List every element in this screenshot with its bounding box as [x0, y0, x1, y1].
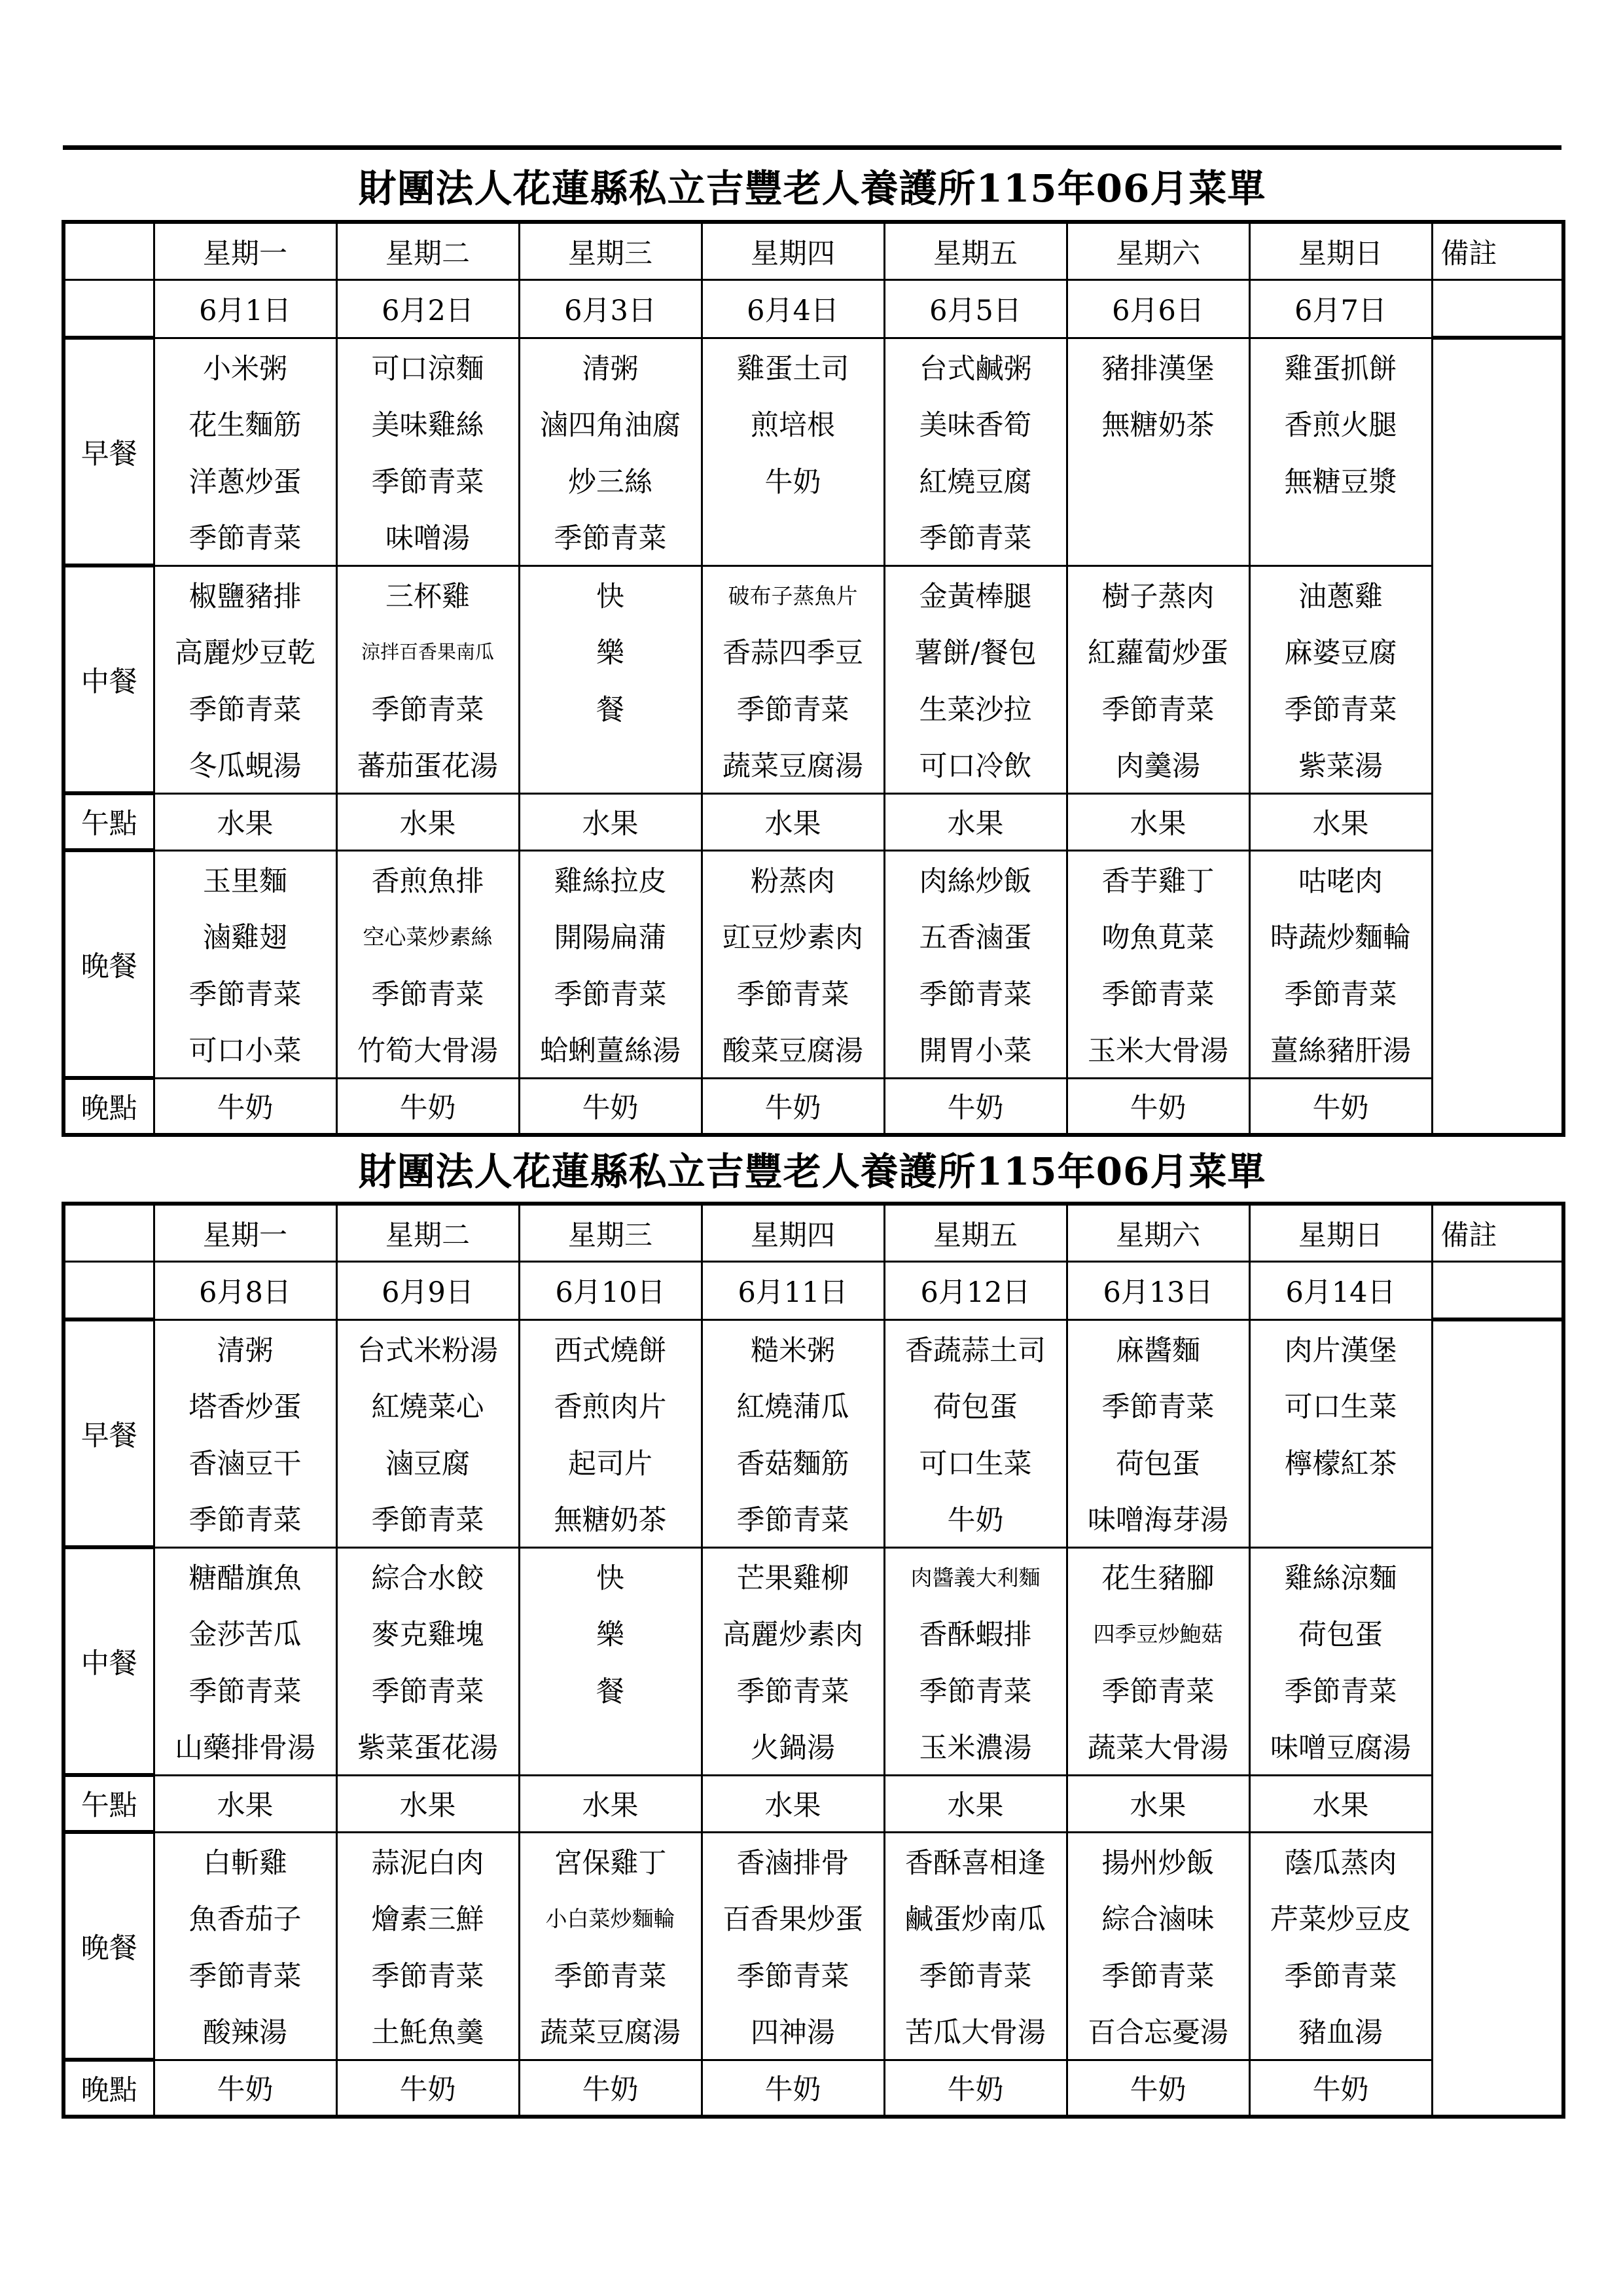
menu-item: 薑絲豬肝湯 — [1249, 1021, 1432, 1078]
menu-item: 季節青菜 — [336, 1490, 519, 1547]
menu-item: 白斬雞 — [154, 1832, 336, 1889]
menu-item: 花生豬腳 — [1067, 1547, 1249, 1604]
menu-item: 季節青菜 — [154, 679, 336, 736]
menu-item: 清粥 — [519, 338, 702, 395]
weekday-header: 星期六 — [1067, 222, 1249, 280]
top-rule — [63, 145, 1561, 150]
menu-item: 可口生菜 — [1249, 1376, 1432, 1433]
menu-item: 金莎苦瓜 — [154, 1604, 336, 1661]
menu-item: 芒果雞柳 — [702, 1547, 884, 1604]
menu-item: 樂 — [519, 622, 702, 679]
menu-item — [1067, 452, 1249, 509]
menu-item — [519, 1718, 702, 1775]
weekday-header: 星期日 — [1249, 222, 1432, 280]
menu-item: 紫菜蛋花湯 — [336, 1718, 519, 1775]
corner-cell — [63, 1262, 154, 1320]
date-header: 6月2日 — [336, 280, 519, 338]
menu-item: 香煎魚排 — [336, 850, 519, 907]
menu-item: 季節青菜 — [702, 1946, 884, 2003]
weekday-header: 星期五 — [884, 1204, 1067, 1262]
meal-label-afternoon: 午點 — [63, 793, 154, 850]
menu-item: 台式鹹粥 — [884, 338, 1067, 395]
menu-item: 肉羹湯 — [1067, 736, 1249, 793]
menu-item: 味噌湯 — [336, 509, 519, 565]
date-header: 6月4日 — [702, 280, 884, 338]
menu-item: 牛奶 — [154, 1078, 336, 1135]
menu-item: 土魠魚羹 — [336, 2003, 519, 2060]
note-cell — [1432, 1262, 1563, 1320]
note-cell — [1432, 280, 1563, 338]
menu-item: 紅蘿蔔炒蛋 — [1067, 622, 1249, 679]
menu-item: 花生麵筋 — [154, 395, 336, 452]
menu-item: 蔬菜豆腐湯 — [702, 736, 884, 793]
menu-item: 塔香炒蛋 — [154, 1376, 336, 1433]
menu-item: 芹菜炒豆皮 — [1249, 1889, 1432, 1946]
menu-item: 蒜泥白肉 — [336, 1832, 519, 1889]
menu-item: 蔬菜豆腐湯 — [519, 2003, 702, 2060]
menu-item: 酸辣湯 — [154, 2003, 336, 2060]
meal-label-dinner: 晚餐 — [63, 1832, 154, 2060]
menu-item: 季節青菜 — [702, 1661, 884, 1718]
menu-item: 香酥喜相逢 — [884, 1832, 1067, 1889]
menu-item: 四神湯 — [702, 2003, 884, 2060]
menu-item: 玉里麵 — [154, 850, 336, 907]
date-header: 6月8日 — [154, 1262, 336, 1320]
menu-item: 破布子蒸魚片 — [702, 565, 884, 622]
menu-item — [1249, 1490, 1432, 1547]
menu-item: 高麗炒豆乾 — [154, 622, 336, 679]
menu-item: 季節青菜 — [1067, 1376, 1249, 1433]
menu-item: 糖醋旗魚 — [154, 1547, 336, 1604]
menu-item: 炒三絲 — [519, 452, 702, 509]
menu-item: 季節青菜 — [336, 679, 519, 736]
menu-item: 煎培根 — [702, 395, 884, 452]
menu-item: 滷四角油腐 — [519, 395, 702, 452]
meal-label-evening: 晚點 — [63, 2060, 154, 2117]
menu-item: 牛奶 — [519, 1078, 702, 1135]
date-header: 6月1日 — [154, 280, 336, 338]
date-header: 6月3日 — [519, 280, 702, 338]
corner-cell — [63, 280, 154, 338]
menu-item: 香酥蝦排 — [884, 1604, 1067, 1661]
menu-item: 牛奶 — [884, 1490, 1067, 1547]
weekday-header: 星期四 — [702, 222, 884, 280]
menu-item: 清粥 — [154, 1319, 336, 1376]
menu-item: 肉醬義大利麵 — [884, 1547, 1067, 1604]
menu-item: 四季豆炒鮑菇 — [1067, 1604, 1249, 1661]
menu-item: 季節青菜 — [1249, 1946, 1432, 2003]
menu-item: 季節青菜 — [154, 1661, 336, 1718]
menu-item: 牛奶 — [702, 1078, 884, 1135]
menu-item: 高麗炒素肉 — [702, 1604, 884, 1661]
menu-item: 荷包蛋 — [884, 1376, 1067, 1433]
menu-item: 季節青菜 — [702, 1490, 884, 1547]
date-header: 6月5日 — [884, 280, 1067, 338]
menu-item: 綜合水餃 — [336, 1547, 519, 1604]
menu-item: 季節青菜 — [154, 509, 336, 565]
menu-item: 荷包蛋 — [1249, 1604, 1432, 1661]
menu-item: 水果 — [336, 1775, 519, 1832]
menu-item: 無糖奶茶 — [1067, 395, 1249, 452]
menu-item: 滷雞翅 — [154, 907, 336, 964]
menu-item: 鹹蛋炒南瓜 — [884, 1889, 1067, 1946]
menu-item: 季節青菜 — [1249, 964, 1432, 1021]
menu-item: 小米粥 — [154, 338, 336, 395]
menu-item: 豬血湯 — [1249, 2003, 1432, 2060]
corner-cell — [63, 222, 154, 280]
menu-item: 可口冷飲 — [884, 736, 1067, 793]
menu-item: 水果 — [519, 1775, 702, 1832]
corner-cell — [63, 1204, 154, 1262]
date-header: 6月9日 — [336, 1262, 519, 1320]
menu-item: 牛奶 — [702, 452, 884, 509]
menu-item: 玉米濃湯 — [884, 1718, 1067, 1775]
meal-label-lunch: 中餐 — [63, 1547, 154, 1775]
menu-item: 季節青菜 — [519, 509, 702, 565]
menu-item: 牛奶 — [336, 2060, 519, 2117]
meal-label-afternoon: 午點 — [63, 1775, 154, 1832]
menu-item: 快 — [519, 565, 702, 622]
weekday-header: 星期五 — [884, 222, 1067, 280]
note-column — [1432, 1319, 1563, 2117]
menu-item: 香蒜四季豆 — [702, 622, 884, 679]
menu-item: 火鍋湯 — [702, 1718, 884, 1775]
date-header: 6月7日 — [1249, 280, 1432, 338]
menu-item: 揚州炒飯 — [1067, 1832, 1249, 1889]
menu-item: 水果 — [154, 1775, 336, 1832]
menu-item: 五香滷蛋 — [884, 907, 1067, 964]
weekday-header: 星期一 — [154, 1204, 336, 1262]
menu-item: 季節青菜 — [884, 1946, 1067, 2003]
menu-item: 季節青菜 — [884, 509, 1067, 565]
menu-item: 苦瓜大骨湯 — [884, 2003, 1067, 2060]
menu-item: 餐 — [519, 679, 702, 736]
menu-item: 季節青菜 — [519, 964, 702, 1021]
menu-item: 可口生菜 — [884, 1433, 1067, 1490]
menu-item: 水果 — [154, 793, 336, 850]
menu-item: 百合忘憂湯 — [1067, 2003, 1249, 2060]
menu-item: 薯餅/餐包 — [884, 622, 1067, 679]
note-header: 備註 — [1432, 1204, 1563, 1262]
menu-item: 檸檬紅茶 — [1249, 1433, 1432, 1490]
menu-item: 台式米粉湯 — [336, 1319, 519, 1376]
meal-label-evening: 晚點 — [63, 1078, 154, 1135]
menu-item: 季節青菜 — [336, 1946, 519, 2003]
menu-item — [702, 509, 884, 565]
menu-item: 美味香筍 — [884, 395, 1067, 452]
menu-item: 季節青菜 — [1067, 679, 1249, 736]
menu-item: 酸菜豆腐湯 — [702, 1021, 884, 1078]
menu-item: 可口小菜 — [154, 1021, 336, 1078]
menu-item: 糙米粥 — [702, 1319, 884, 1376]
menu-item: 水果 — [1067, 1775, 1249, 1832]
menu-item: 麥克雞塊 — [336, 1604, 519, 1661]
menu-item: 美味雞絲 — [336, 395, 519, 452]
menu-item: 蔭瓜蒸肉 — [1249, 1832, 1432, 1889]
menu-item: 小白菜炒麵輪 — [519, 1889, 702, 1946]
menu-table-week1 — [62, 220, 1565, 1137]
date-header: 6月12日 — [884, 1262, 1067, 1320]
menu-item: 開胃小菜 — [884, 1021, 1067, 1078]
date-header: 6月13日 — [1067, 1262, 1249, 1320]
menu-item: 餐 — [519, 1661, 702, 1718]
date-header: 6月6日 — [1067, 280, 1249, 338]
menu-item: 水果 — [1249, 1775, 1432, 1832]
menu-item: 肉片漢堡 — [1249, 1319, 1432, 1376]
menu-item: 水果 — [336, 793, 519, 850]
menu-item: 牛奶 — [702, 2060, 884, 2117]
menu-item — [519, 736, 702, 793]
menu-item: 水果 — [884, 1775, 1067, 1832]
weekday-header: 星期二 — [336, 222, 519, 280]
meal-label-breakfast: 早餐 — [63, 1319, 154, 1547]
menu-item: 豬排漢堡 — [1067, 338, 1249, 395]
menu-item: 紅燒菜心 — [336, 1376, 519, 1433]
menu-item: 滷豆腐 — [336, 1433, 519, 1490]
menu-item: 起司片 — [519, 1433, 702, 1490]
menu-item: 季節青菜 — [702, 964, 884, 1021]
note-column — [1432, 338, 1563, 1135]
menu-item: 季節青菜 — [1067, 1661, 1249, 1718]
menu-item: 紫菜湯 — [1249, 736, 1432, 793]
menu-item: 季節青菜 — [336, 452, 519, 509]
menu-item: 蛤蜊薑絲湯 — [519, 1021, 702, 1078]
menu-item: 金黃棒腿 — [884, 565, 1067, 622]
menu-item: 味噌海芽湯 — [1067, 1490, 1249, 1547]
menu-item: 涼拌百香果南瓜 — [336, 622, 519, 679]
menu-item: 香滷排骨 — [702, 1832, 884, 1889]
menu-item: 水果 — [884, 793, 1067, 850]
menu-title-week2: 財團法人花蓮縣私立吉豐老人養護所115年06月菜單 — [358, 1149, 1266, 1194]
menu-item: 水果 — [702, 793, 884, 850]
meal-label-dinner: 晚餐 — [63, 850, 154, 1078]
menu-item: 水果 — [519, 793, 702, 850]
menu-item: 肉絲炒飯 — [884, 850, 1067, 907]
menu-item: 季節青菜 — [154, 1490, 336, 1547]
menu-item: 蔬菜大骨湯 — [1067, 1718, 1249, 1775]
meal-label-lunch: 中餐 — [63, 565, 154, 793]
menu-item: 牛奶 — [884, 2060, 1067, 2117]
menu-item: 樂 — [519, 1604, 702, 1661]
menu-item: 牛奶 — [1249, 1078, 1432, 1135]
menu-item: 可口涼麵 — [336, 338, 519, 395]
menu-item: 無糖豆漿 — [1249, 452, 1432, 509]
menu-item: 荷包蛋 — [1067, 1433, 1249, 1490]
menu-item: 水果 — [702, 1775, 884, 1832]
menu-item: 香煎肉片 — [519, 1376, 702, 1433]
menu-item: 豇豆炒素肉 — [702, 907, 884, 964]
menu-item: 洋蔥炒蛋 — [154, 452, 336, 509]
menu-item: 季節青菜 — [519, 1946, 702, 2003]
menu-item: 竹筍大骨湯 — [336, 1021, 519, 1078]
date-header: 6月10日 — [519, 1262, 702, 1320]
menu-item: 香蔬蒜土司 — [884, 1319, 1067, 1376]
menu-item: 牛奶 — [336, 1078, 519, 1135]
menu-item: 牛奶 — [1067, 1078, 1249, 1135]
menu-item: 季節青菜 — [884, 1661, 1067, 1718]
menu-item: 三杯雞 — [336, 565, 519, 622]
weekday-header: 星期三 — [519, 222, 702, 280]
menu-item: 季節青菜 — [1067, 1946, 1249, 2003]
menu-item: 季節青菜 — [154, 1946, 336, 2003]
weekday-header: 星期日 — [1249, 1204, 1432, 1262]
menu-item: 雞絲拉皮 — [519, 850, 702, 907]
meal-label-breakfast: 早餐 — [63, 338, 154, 565]
menu-item: 百香果炒蛋 — [702, 1889, 884, 1946]
menu-item: 粉蒸肉 — [702, 850, 884, 907]
menu-title-week1: 財團法人花蓮縣私立吉豐老人養護所115年06月菜單 — [358, 166, 1266, 211]
menu-item: 麻醬麵 — [1067, 1319, 1249, 1376]
menu-item: 季節青菜 — [336, 1661, 519, 1718]
menu-item: 宮保雞丁 — [519, 1832, 702, 1889]
menu-item: 山藥排骨湯 — [154, 1718, 336, 1775]
menu-item — [1067, 509, 1249, 565]
menu-item: 咕咾肉 — [1249, 850, 1432, 907]
menu-item: 香滷豆干 — [154, 1433, 336, 1490]
menu-item — [1249, 509, 1432, 565]
menu-item: 紅燒豆腐 — [884, 452, 1067, 509]
menu-item: 牛奶 — [884, 1078, 1067, 1135]
weekday-header: 星期三 — [519, 1204, 702, 1262]
menu-item: 香煎火腿 — [1249, 395, 1432, 452]
menu-item: 燴素三鮮 — [336, 1889, 519, 1946]
menu-item: 香菇麵筋 — [702, 1433, 884, 1490]
menu-item: 無糖奶茶 — [519, 1490, 702, 1547]
weekday-header: 星期二 — [336, 1204, 519, 1262]
menu-item: 蕃茄蛋花湯 — [336, 736, 519, 793]
menu-item: 季節青菜 — [1249, 1661, 1432, 1718]
menu-item: 味噌豆腐湯 — [1249, 1718, 1432, 1775]
date-header: 6月11日 — [702, 1262, 884, 1320]
menu-item: 香芋雞丁 — [1067, 850, 1249, 907]
weekday-header: 星期四 — [702, 1204, 884, 1262]
menu-item: 開陽扁蒲 — [519, 907, 702, 964]
menu-item: 空心菜炒素絲 — [336, 907, 519, 964]
menu-item: 牛奶 — [154, 2060, 336, 2117]
menu-item: 樹子蒸肉 — [1067, 565, 1249, 622]
menu-item: 快 — [519, 1547, 702, 1604]
menu-item: 季節青菜 — [336, 964, 519, 1021]
menu-item: 季節青菜 — [702, 679, 884, 736]
menu-item: 季節青菜 — [1067, 964, 1249, 1021]
menu-item: 椒鹽豬排 — [154, 565, 336, 622]
menu-item: 西式燒餅 — [519, 1319, 702, 1376]
menu-item: 時蔬炒麵輪 — [1249, 907, 1432, 964]
menu-item: 紅燒蒲瓜 — [702, 1376, 884, 1433]
menu-item: 季節青菜 — [1249, 679, 1432, 736]
menu-item: 玉米大骨湯 — [1067, 1021, 1249, 1078]
menu-item: 麻婆豆腐 — [1249, 622, 1432, 679]
menu-item: 水果 — [1249, 793, 1432, 850]
menu-item: 綜合滷味 — [1067, 1889, 1249, 1946]
menu-item: 牛奶 — [1249, 2060, 1432, 2117]
menu-item: 冬瓜蜆湯 — [154, 736, 336, 793]
date-header: 6月14日 — [1249, 1262, 1432, 1320]
menu-item: 雞蛋土司 — [702, 338, 884, 395]
menu-item: 水果 — [1067, 793, 1249, 850]
menu-item: 油蔥雞 — [1249, 565, 1432, 622]
menu-item: 雞絲涼麵 — [1249, 1547, 1432, 1604]
menu-item: 牛奶 — [519, 2060, 702, 2117]
menu-item: 生菜沙拉 — [884, 679, 1067, 736]
menu-item: 吻魚莧菜 — [1067, 907, 1249, 964]
weekday-header: 星期六 — [1067, 1204, 1249, 1262]
menu-item: 牛奶 — [1067, 2060, 1249, 2117]
menu-item: 魚香茄子 — [154, 1889, 336, 1946]
note-header: 備註 — [1432, 222, 1563, 280]
weekday-header: 星期一 — [154, 222, 336, 280]
menu-item: 雞蛋抓餅 — [1249, 338, 1432, 395]
menu-table-week2 — [62, 1202, 1565, 2119]
menu-item: 季節青菜 — [154, 964, 336, 1021]
menu-item: 季節青菜 — [884, 964, 1067, 1021]
